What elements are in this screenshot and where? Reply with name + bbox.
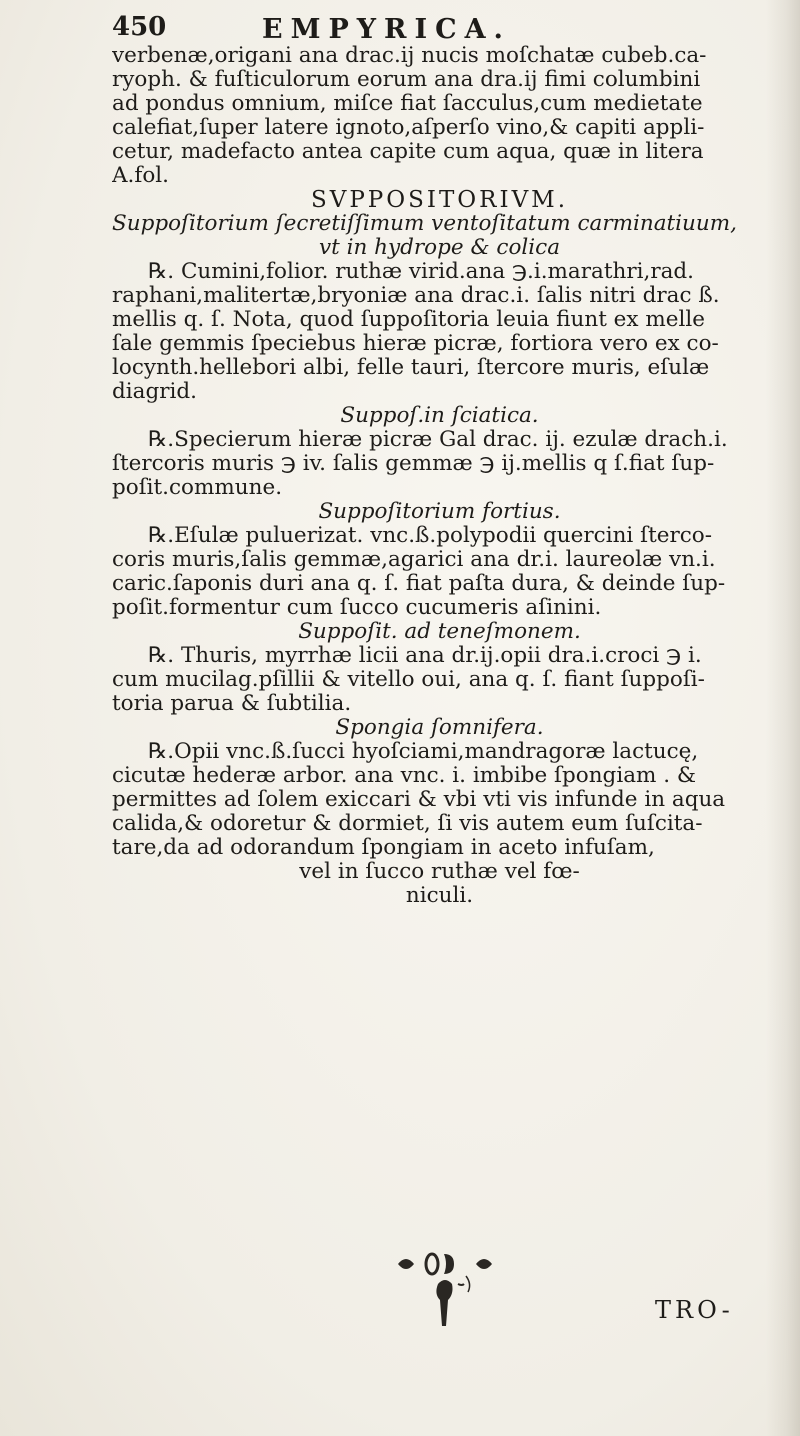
text-line: ℞.Opii vnc.ß.ſucci hyoſciami,mandragoræ lactucę, (148, 740, 699, 764)
text-line: ſale gemmis ſpeciebus hieræ picræ, fortiora vero ex co- (112, 332, 719, 356)
text-body (112, 44, 767, 908)
page-edge-shadow (766, 0, 800, 1436)
recipe-title: Suppoſitorium fortius. (318, 500, 561, 524)
text-line: cetur, madefacto antea capite cum aqua, quæ in litera (112, 140, 704, 164)
section-heading: SVPPOSITORIVM. (310, 188, 569, 212)
recipe-title: Suppoſ.in ſciatica. (340, 404, 539, 428)
text-line: ℞. Cumini,folior. ruthæ virid.ana ℈.i.marathri,rad. (148, 260, 695, 284)
text-line: ℞.Eſulæ puluerizat. vnc.ß.polypodii quercini ſterco- (148, 524, 712, 548)
text-line: calida,& odoretur & dormiet, ſi vis autem eum ſuſcita- (112, 812, 703, 836)
text-line: diagrid. (112, 380, 197, 404)
text-line: tare,da ad odorandum ſpongiam in aceto infuſam, (112, 836, 655, 860)
text-line: calefiat,ſuper latere ignoto,aſperſo vino,& capiti appli- (112, 116, 705, 140)
text-line: toria parua & ſubtilia. (112, 692, 352, 716)
recipe-title: Suppoſitorium ſecretiſſimum ventoſitatum carminatiuum, (112, 212, 737, 236)
page-header (112, 12, 732, 46)
text-line: cicutæ hederæ arbor. ana vnc. i. imbibe ſpongiam . & (112, 764, 697, 788)
text-line: ℞.Specierum hieræ picræ Gal drac. ij. ezulæ drach.i. (148, 428, 728, 452)
text-line: mellis q. ſ. Nota, quod ſuppoſitoria leuia fiunt ex melle (112, 308, 705, 332)
text-line: raphani,malitertæ,bryoniæ ana drac.i. ſalis nitri drac ß. (112, 284, 720, 308)
text-line: ryoph. & fuſticulorum eorum ana dra.ij fimi columbini (112, 68, 701, 92)
text-line: cum mucilag.pſillii & vitello oui, ana q. ſ. fiant ſuppoſi- (112, 668, 705, 692)
text-line: permittes ad ſolem exiccari & vbi vti vis infunde in aqua (112, 788, 726, 812)
recipe-title: Spongia ſomnifera. (335, 716, 544, 740)
printers-ornament-icon (390, 1240, 500, 1330)
running-head: EMPYRICA. (262, 14, 511, 45)
text-line: niculi. (405, 884, 474, 908)
text-line: ℞. Thuris, myrrhæ licii ana dr.ij.opii dra.i.croci ℈ i. (148, 644, 702, 668)
text-line: vel in ſucco ruthæ vel fœ- (299, 860, 580, 884)
text-line: poſit.formentur cum ſucco cucumeris aſinini. (112, 596, 602, 620)
text-line: A.fol. (112, 164, 169, 188)
text-line: ſtercoris muris ℈ iv. ſalis gemmæ ℈ ij.mellis q ſ.fiat ſup- (112, 452, 715, 476)
page-number: 450 (112, 12, 167, 42)
text-line: coris muris,ſalis gemmæ,agarici ana dr.i. laureolæ vn.i. (112, 548, 716, 572)
text-line: locynth.hellebori albi, felle tauri, ſtercore muris, eſulæ (112, 356, 710, 380)
text-line: caric.ſaponis duri ana q. ſ. fiat paſta dura, & deinde ſup- (112, 572, 726, 596)
text-line: ad pondus omnium, miſce fiat ſacculus,cum medietate (112, 92, 703, 116)
recipe-title: vt in hydrope & colica (318, 236, 561, 260)
text-line: poſit.commune. (112, 476, 283, 500)
catchword: TRO- (655, 1296, 734, 1324)
recipe-title: Suppoſit. ad teneſmonem. (298, 620, 581, 644)
text-line: verbenæ,origani ana drac.ij nucis moſchatæ cubeb.ca- (112, 44, 707, 68)
